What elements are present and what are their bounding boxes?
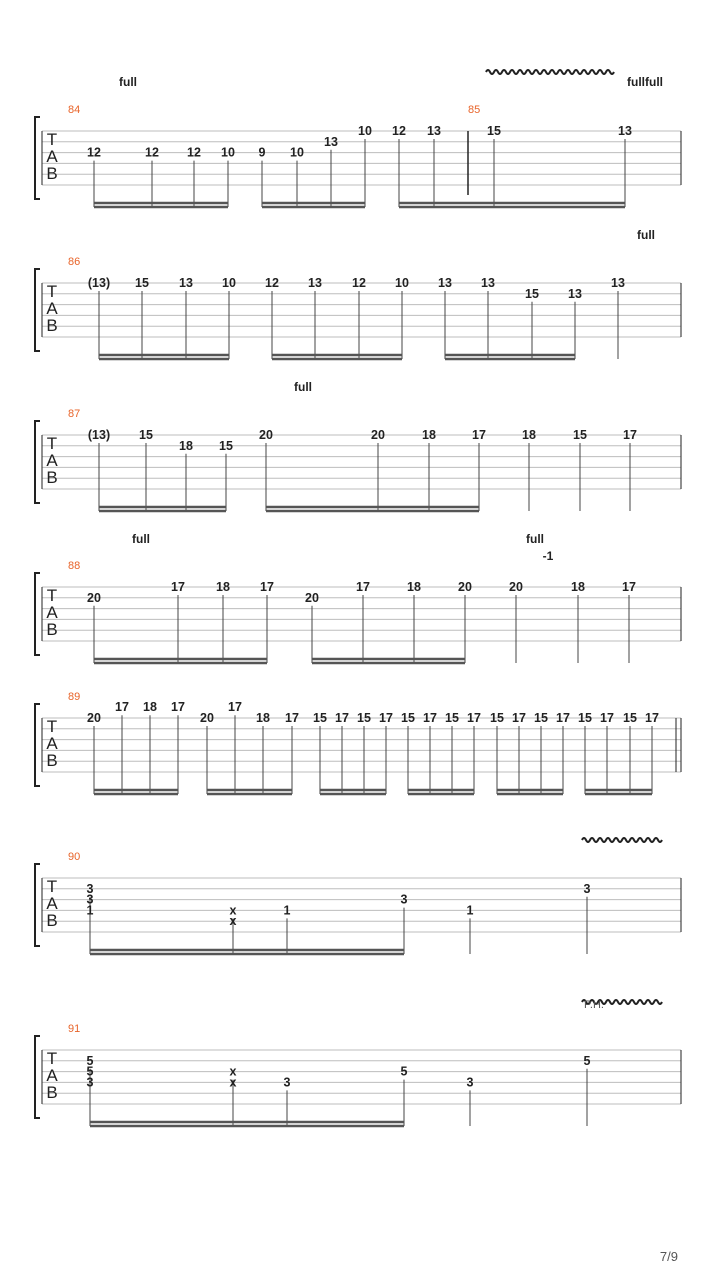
tab-clef-letter: A (46, 894, 58, 913)
fret-number: 13 (427, 124, 441, 138)
fret-number: 20 (509, 580, 523, 594)
system-bracket (35, 864, 40, 946)
tab-clef-letter: T (46, 717, 58, 736)
fret-number: 20 (259, 428, 273, 442)
fret-number: 18 (407, 580, 421, 594)
fret-number: 20 (458, 580, 472, 594)
bend-label: full (132, 532, 150, 546)
fret-number: 17 (623, 428, 637, 442)
fret-number: x (229, 903, 237, 918)
palm-harmonic-label: P.H. (584, 999, 604, 1011)
fret-number: 12 (265, 276, 279, 290)
fret-number: 18 (422, 428, 436, 442)
fret-number: x (229, 1064, 237, 1079)
fret-number: 17 (356, 580, 370, 594)
fret-number: 9 (258, 145, 266, 160)
fret-number: 17 (472, 428, 486, 442)
measure-number: 85 (468, 104, 481, 116)
tab-clef-letter: A (46, 451, 58, 470)
fret-number: 20 (305, 590, 319, 605)
fret-number: 17 (645, 711, 659, 725)
fret-number: 12 (392, 124, 406, 138)
fret-number: 18 (179, 438, 193, 453)
fret-number: 15 (525, 286, 539, 301)
fret-number: 20 (87, 711, 101, 725)
fret-number: 1 (283, 903, 291, 918)
tab-clef-letter: T (46, 130, 58, 149)
fret-number: 13 (438, 276, 452, 290)
system-bracket (35, 421, 40, 503)
fret-number: 15 (445, 711, 459, 725)
tab-clef-letter: A (46, 1066, 58, 1085)
fret-number: 17 (622, 580, 636, 594)
fret-number: x (229, 914, 237, 929)
fret-number: 15 (578, 711, 592, 725)
fret-number: 12 (87, 145, 101, 160)
system-bracket (35, 573, 40, 655)
measure-number: 88 (68, 560, 81, 572)
vibrato-line (486, 70, 614, 74)
tab-clef-letter: T (46, 877, 58, 896)
fret-number: 15 (623, 711, 637, 725)
fret-number: 10 (290, 145, 304, 160)
measure-number: 86 (68, 256, 81, 268)
fret-number: 13 (324, 134, 338, 149)
tab-clef-letter: B (46, 911, 58, 930)
bend-label: full (119, 75, 137, 89)
fret-number: 17 (556, 711, 570, 725)
tab-clef-letter: T (46, 1049, 58, 1068)
bend-label: -1 (542, 549, 554, 563)
fret-number: 13 (481, 276, 495, 290)
fret-number: 10 (395, 276, 409, 290)
fret-number: 15 (357, 711, 371, 725)
system-bracket (35, 117, 40, 199)
tab-clef-letter: T (46, 586, 58, 605)
system-bracket (35, 269, 40, 351)
fret-number: 20 (200, 711, 214, 725)
fret-number: 3 (583, 881, 591, 896)
fret-number: 15 (490, 711, 504, 725)
fret-number: 13 (308, 276, 322, 290)
vibrato-line (582, 838, 662, 842)
measure-number: 84 (68, 104, 81, 116)
fret-number: 3 (466, 1075, 474, 1090)
tab-clef-letter: A (46, 299, 58, 318)
tab-clef-letter: B (46, 620, 58, 639)
fret-number: 15 (534, 711, 548, 725)
tab-clef-letter: B (46, 316, 58, 335)
fret-number: 3 (86, 892, 94, 907)
fret-number: 12 (187, 145, 201, 160)
fret-number: 17 (228, 700, 242, 715)
fret-number: (13) (87, 276, 111, 290)
fret-number: 18 (256, 711, 270, 725)
fret-number: 17 (379, 711, 393, 725)
fret-number: 13 (179, 276, 193, 290)
fret-number: 17 (171, 580, 185, 594)
measure-number: 87 (68, 408, 81, 420)
fret-number: 12 (352, 276, 366, 290)
fret-number: 17 (115, 700, 129, 715)
tab-clef-letter: A (46, 734, 58, 753)
fret-number: 12 (145, 145, 159, 160)
fret-number: 10 (221, 145, 235, 160)
system-bracket (35, 1036, 40, 1118)
tab-clef-letter: A (46, 147, 58, 166)
fret-number: 17 (260, 580, 274, 594)
fret-number: 15 (573, 428, 587, 442)
fret-number: 10 (358, 124, 372, 138)
bend-label: full (637, 228, 655, 242)
fret-number: 15 (219, 438, 233, 453)
tab-clef-letter: T (46, 282, 58, 301)
fret-number: 5 (86, 1053, 94, 1068)
fret-number: 17 (423, 711, 437, 725)
fret-number: 5 (400, 1064, 408, 1079)
fret-number: 10 (222, 276, 236, 290)
fret-number: 5 (583, 1053, 591, 1068)
fret-number: 3 (283, 1075, 291, 1090)
tab-clef-letter: B (46, 1083, 58, 1102)
tab-clef-letter: B (46, 164, 58, 183)
fret-number: 17 (171, 700, 185, 715)
bend-label: full (294, 380, 312, 394)
fret-number: 3 (86, 881, 94, 896)
fret-number: 15 (401, 711, 415, 725)
fret-number: 13 (611, 276, 625, 290)
fret-number: 15 (313, 711, 327, 725)
bend-label: full (526, 532, 544, 546)
staff-system (35, 838, 681, 954)
fret-number: 20 (87, 590, 101, 605)
fret-number: 17 (285, 711, 299, 725)
fret-number: 17 (467, 711, 481, 725)
fret-number: 15 (487, 124, 501, 138)
system-bracket (35, 704, 40, 786)
tab-clef-letter: A (46, 603, 58, 622)
fret-number: 13 (568, 286, 582, 301)
fret-number: 15 (135, 276, 149, 290)
tab-clef-letter: B (46, 468, 58, 487)
fret-number: 5 (86, 1064, 94, 1079)
measure-number: 90 (68, 851, 81, 863)
fret-number: x (229, 1075, 237, 1090)
fret-number: 17 (512, 711, 526, 725)
measure-number: 89 (68, 691, 81, 703)
fret-number: 13 (618, 124, 632, 138)
fret-number: 17 (335, 711, 349, 725)
fret-number: 18 (571, 580, 585, 594)
fret-number: 1 (86, 903, 94, 918)
fret-number: 18 (522, 428, 536, 442)
fret-number: 17 (600, 711, 614, 725)
fret-number: 1 (466, 903, 474, 918)
fret-number: (13) (87, 428, 111, 442)
fret-number: 15 (139, 428, 153, 442)
bend-label: fullfull (627, 75, 663, 89)
tab-clef-letter: B (46, 751, 58, 770)
tab-clef-letter: T (46, 434, 58, 453)
fret-number: 18 (143, 700, 157, 715)
measure-number: 91 (68, 1023, 81, 1035)
fret-number: 18 (216, 580, 230, 594)
staff-system (35, 70, 681, 207)
page-number: 7/9 (659, 1249, 678, 1264)
fret-number: 3 (400, 892, 408, 907)
fret-number: 20 (371, 428, 385, 442)
fret-number: 3 (86, 1075, 94, 1090)
